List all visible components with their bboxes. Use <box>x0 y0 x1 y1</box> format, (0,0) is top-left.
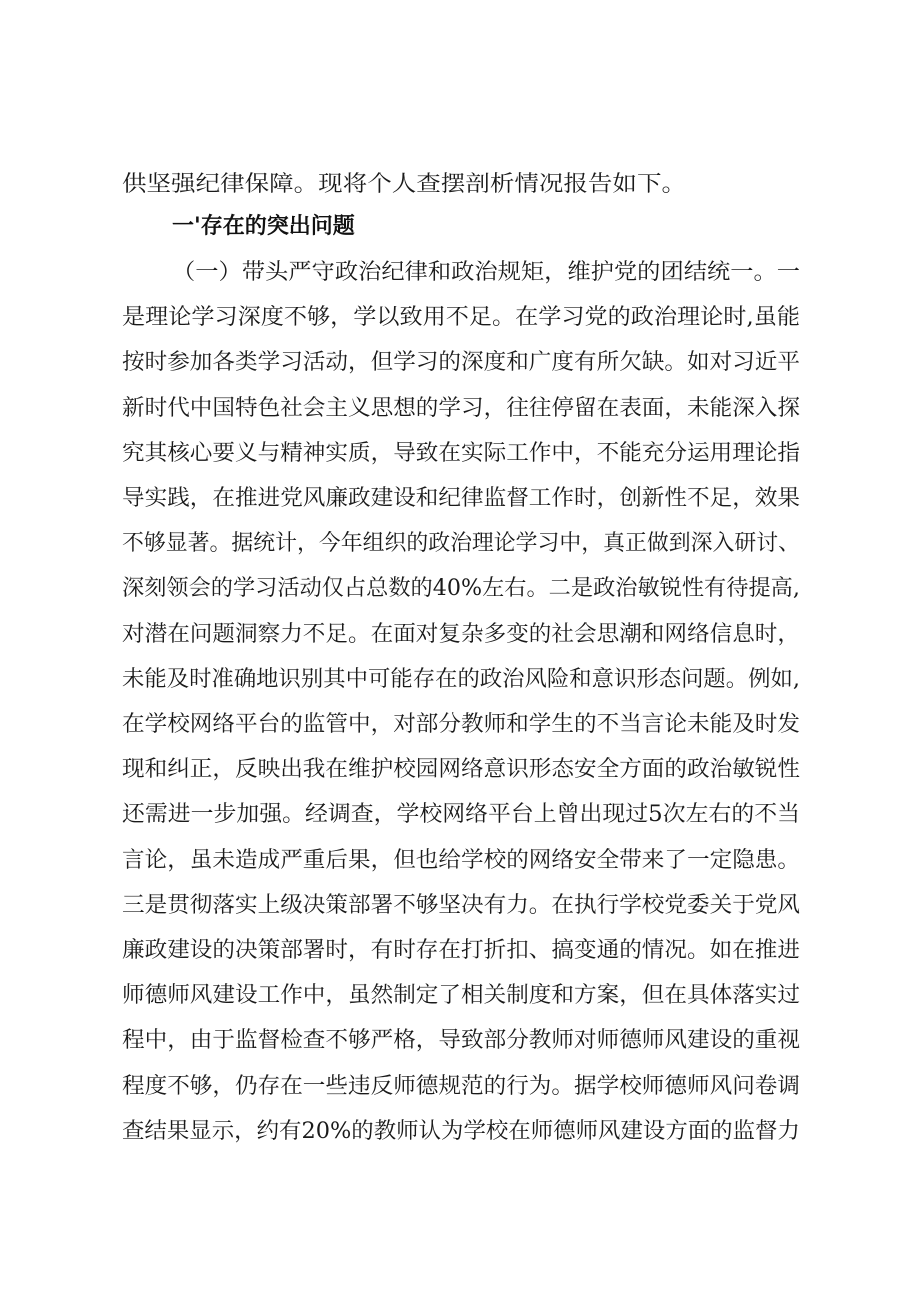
paragraph-line: 三是贯彻落实上级决策部署不够坚决有力。在执行学校党委关于党风 <box>122 892 801 918</box>
paragraph-line: 未能及时准确地识别其中可能存在的政治风险和意识形态问题。例如, <box>122 666 800 692</box>
paragraph-line: 还需进一步加强。经调查，学校网络平台上曾出现过5次左右的不当 <box>122 802 800 828</box>
paragraph-line: 师德师风建设工作中，虽然制定了相关制度和方案，但在具体落实过 <box>122 983 801 1009</box>
paragraph-line: 对潜在问题洞察力不足。在面对复杂多变的社会思潮和网络信息时， <box>122 621 801 647</box>
section-heading: 一'存在的突出问题 <box>172 214 355 239</box>
paragraph-line: （一）带头严守政治纪律和政治规矩，维护党的团结统一。一 <box>172 260 801 285</box>
paragraph-line: 廉政建设的决策部署时，有时存在打折扣、搞变通的情况。如在推进 <box>122 938 801 963</box>
paragraph-line: 在学校网络平台的监管中，对部分教师和学生的不当言论未能及时发 <box>122 712 801 737</box>
paragraph-line: 导实践，在推进党风廉政建设和纪律监督工作时，创新性不足，效果 <box>122 486 801 511</box>
paragraph-line: 言论，虽未造成严重后果，但也给学校的网络安全带来了一定隐患。 <box>122 847 801 873</box>
paragraph-line: 程中，由于监督检查不够严格，导致部分教师对师德师风建设的重视 <box>122 1028 801 1054</box>
paragraph-line: 查结果显示，约有20%的教师认为学校在师德师风建设方面的监督力 <box>122 1118 800 1144</box>
paragraph-line: 深刻领会的学习活动仅占总数的40%左右。二是政治敏锐性有待提高, <box>122 576 800 602</box>
paragraph-line: 不够显著。据统计，今年组织的政治理论学习中，真正做到深入研讨、 <box>122 531 801 557</box>
paragraph-line: 新时代中国特色社会主义思想的学习，往往停留在表面，未能深入探 <box>122 395 801 421</box>
paragraph-line: 究其核心要义与精神实质，导致在实际工作中，不能充分运用理论指 <box>122 440 801 466</box>
opening-line: 供坚强纪律保障。现将个人查摆剖析情况报告如下。 <box>122 172 687 197</box>
paragraph-line: 程度不够，仍存在一些违反师德规范的行为。据学校师德师风问卷调 <box>122 1073 801 1099</box>
paragraph-line: 是理论学习深度不够，学以致用不足。在学习党的政治理论时,虽能 <box>122 305 801 331</box>
paragraph-line: 现和纠正，反映出我在维护校园网络意识形态安全方面的政治敏锐性 <box>122 757 801 783</box>
paragraph-line: 按时参加各类学习活动，但学习的深度和广度有所欠缺。如对习近平 <box>122 350 801 376</box>
